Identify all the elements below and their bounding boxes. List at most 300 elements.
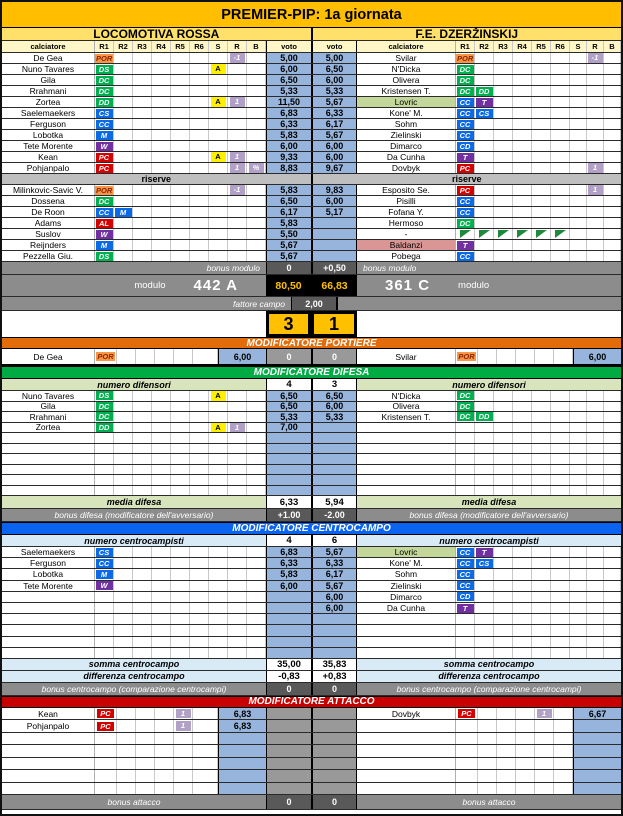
media-difesa-value[interactable]: 5,94 bbox=[311, 496, 357, 508]
bonus-modulo-row bbox=[2, 262, 621, 275]
vote-cell[interactable] bbox=[311, 475, 357, 485]
s-mark-cell bbox=[209, 196, 228, 206]
player-name-cell[interactable] bbox=[357, 569, 456, 579]
vote-cell[interactable] bbox=[311, 218, 357, 228]
s-mark-cell bbox=[570, 64, 587, 74]
role-cell bbox=[95, 141, 114, 151]
player-name-cell[interactable] bbox=[2, 251, 95, 261]
player-name-cell[interactable] bbox=[2, 163, 95, 173]
player-name-cell[interactable] bbox=[357, 465, 456, 475]
bonus-modulo-value[interactable]: +0,50 bbox=[311, 262, 357, 274]
player-name-cell[interactable] bbox=[2, 119, 95, 129]
numero-centrocampisti-value[interactable]: 4 bbox=[266, 535, 311, 546]
player-name-cell[interactable] bbox=[2, 196, 95, 206]
player-name: Da Cunha bbox=[386, 603, 426, 614]
role-cell bbox=[475, 625, 494, 635]
vote-cell[interactable]: 6,50 bbox=[266, 391, 311, 401]
player-name-cell[interactable] bbox=[2, 391, 95, 401]
vote-cell[interactable] bbox=[311, 637, 357, 647]
player-name-cell[interactable] bbox=[2, 603, 95, 613]
vote-cell[interactable] bbox=[311, 229, 357, 239]
vote-cell[interactable]: 6,83 bbox=[266, 108, 311, 118]
bonus-modulo-value[interactable]: 0 bbox=[266, 262, 311, 274]
vote-cell[interactable]: 6,00 bbox=[266, 64, 311, 74]
player-name-cell[interactable] bbox=[2, 349, 95, 364]
player-name-cell[interactable] bbox=[357, 486, 456, 496]
vote-cell[interactable]: 6,00 bbox=[311, 152, 357, 162]
vote-cell[interactable] bbox=[573, 745, 621, 757]
vote-cell[interactable] bbox=[311, 423, 357, 433]
player-name-cell[interactable] bbox=[357, 108, 456, 118]
player-name-cell[interactable] bbox=[357, 558, 456, 568]
player-name-cell[interactable] bbox=[2, 218, 95, 228]
vote-cell[interactable]: 6,00 bbox=[311, 592, 357, 602]
grid-cell bbox=[513, 391, 532, 401]
vote-cell[interactable] bbox=[311, 444, 357, 454]
grid-cell bbox=[171, 547, 190, 557]
bonus-difesa-value[interactable]: -2.00 bbox=[311, 509, 357, 521]
vote-cell[interactable]: 6,17 bbox=[311, 569, 357, 579]
player-name-cell[interactable] bbox=[357, 708, 456, 720]
b-mark-cell bbox=[604, 581, 621, 591]
role-badge: T bbox=[476, 548, 493, 557]
grid-cell bbox=[152, 637, 171, 647]
grid-cell bbox=[532, 547, 551, 557]
somma-centrocampo-label: somma centrocampo bbox=[443, 659, 535, 670]
player-name-cell[interactable] bbox=[357, 733, 456, 745]
player-name-cell[interactable] bbox=[2, 423, 95, 433]
vote-cell[interactable]: 5,83 bbox=[266, 569, 311, 579]
player-name-cell[interactable] bbox=[2, 185, 95, 195]
vote-cell[interactable] bbox=[218, 783, 266, 795]
grid-cell bbox=[190, 108, 209, 118]
s-mark-cell bbox=[570, 240, 587, 250]
vote-cell[interactable]: 6,33 bbox=[266, 119, 311, 129]
player-name-cell[interactable] bbox=[357, 412, 456, 422]
vote-cell[interactable]: 5,33 bbox=[266, 86, 311, 96]
vote-cell[interactable] bbox=[311, 486, 357, 496]
col-header-b: B bbox=[604, 41, 621, 52]
vote-cell[interactable]: 5,67 bbox=[266, 240, 311, 250]
player-name-cell[interactable] bbox=[357, 614, 456, 624]
role-cell bbox=[456, 423, 475, 433]
player-name-cell[interactable] bbox=[2, 412, 95, 422]
vote-cell[interactable]: 6,00 bbox=[311, 402, 357, 412]
grid-cell bbox=[532, 558, 551, 568]
vote-cell[interactable]: 7,00 bbox=[266, 423, 311, 433]
vote-cell[interactable] bbox=[266, 444, 311, 454]
player-name-cell[interactable] bbox=[357, 130, 456, 140]
fattore-campo-value[interactable]: 2,00 bbox=[291, 297, 336, 310]
vote-cell[interactable]: 6,00 bbox=[573, 349, 621, 364]
player-name-cell[interactable] bbox=[2, 733, 95, 745]
vote-cell[interactable]: 5,83 bbox=[266, 185, 311, 195]
role-cell bbox=[114, 97, 133, 107]
player-name-cell[interactable] bbox=[357, 349, 456, 364]
vote-cell[interactable] bbox=[218, 745, 266, 757]
player-name-cell[interactable] bbox=[357, 53, 456, 63]
player-name-cell[interactable] bbox=[2, 592, 95, 602]
vote-cell[interactable] bbox=[266, 603, 311, 613]
vote-cell[interactable]: 9,67 bbox=[311, 163, 357, 173]
player-name: Zielinski bbox=[390, 580, 422, 591]
player-name-cell[interactable] bbox=[2, 569, 95, 579]
grid-cell bbox=[152, 614, 171, 624]
vote-cell[interactable]: 6,00 bbox=[266, 141, 311, 151]
bonus-attacco-value[interactable]: 0 bbox=[266, 795, 311, 809]
bonus-centrocampo-value[interactable]: 0 bbox=[266, 683, 311, 695]
vote-cell[interactable]: 5,00 bbox=[266, 53, 311, 63]
r-mark-cell bbox=[228, 185, 247, 195]
role-cell bbox=[456, 251, 475, 261]
r-mark-cell bbox=[587, 229, 604, 239]
vote-cell[interactable] bbox=[573, 783, 621, 795]
grid-cell bbox=[513, 196, 532, 206]
vote-cell[interactable]: 8,83 bbox=[266, 163, 311, 173]
player-name-cell[interactable] bbox=[2, 229, 95, 239]
r-mark-cell bbox=[228, 475, 247, 485]
vote-cell[interactable]: 6,50 bbox=[311, 64, 357, 74]
grid-cell bbox=[152, 423, 171, 433]
b-mark-cell bbox=[604, 163, 621, 173]
numero-centrocampisti-label: numero centrocampisti bbox=[84, 535, 184, 546]
grid-cell bbox=[497, 770, 516, 782]
vote-cell[interactable]: 9,83 bbox=[311, 185, 357, 195]
player-name-cell[interactable] bbox=[357, 547, 456, 557]
somma-centrocampo-value[interactable]: 35,00 bbox=[266, 659, 311, 670]
centrocampo-row bbox=[2, 558, 621, 569]
player-name-cell[interactable] bbox=[357, 119, 456, 129]
player-name-cell[interactable] bbox=[2, 783, 95, 795]
vote-cell[interactable]: 6,17 bbox=[311, 119, 357, 129]
vote-cell[interactable]: 5,67 bbox=[311, 581, 357, 591]
role-cell bbox=[95, 475, 114, 485]
vote-cell[interactable]: 6,50 bbox=[266, 75, 311, 85]
vote-cell[interactable] bbox=[266, 454, 311, 464]
player-name-cell[interactable] bbox=[357, 770, 456, 782]
b-mark-cell bbox=[247, 423, 266, 433]
player-name-cell[interactable] bbox=[2, 240, 95, 250]
vote-cell[interactable] bbox=[266, 433, 311, 443]
player-name-cell[interactable] bbox=[2, 53, 95, 63]
role-cell bbox=[475, 185, 494, 195]
player-name-cell[interactable] bbox=[2, 64, 95, 74]
differenza-centrocampo-value[interactable]: -0,83 bbox=[266, 671, 311, 682]
vote-cell[interactable] bbox=[218, 758, 266, 770]
vote-cell[interactable]: 5,83 bbox=[266, 130, 311, 140]
vote-cell[interactable]: 5,17 bbox=[311, 207, 357, 217]
r-mark-cell bbox=[587, 130, 604, 140]
player-name-cell[interactable] bbox=[2, 614, 95, 624]
s-mark-cell bbox=[209, 119, 228, 129]
grid-cell bbox=[494, 547, 513, 557]
player-name-cell[interactable] bbox=[2, 475, 95, 485]
vote-cell[interactable] bbox=[311, 625, 357, 635]
player-name: Fofana Y. bbox=[388, 207, 424, 217]
player-name-cell[interactable] bbox=[2, 444, 95, 454]
vote-cell[interactable] bbox=[573, 720, 621, 732]
player-name-cell[interactable] bbox=[2, 758, 95, 770]
player-name-cell[interactable] bbox=[357, 433, 456, 443]
player-name-cell[interactable] bbox=[2, 433, 95, 443]
player-name: Pezzella Giu. bbox=[22, 251, 74, 261]
vote-cell[interactable]: 6,33 bbox=[266, 558, 311, 568]
player-name-cell[interactable] bbox=[2, 547, 95, 557]
player-name-cell[interactable] bbox=[357, 402, 456, 412]
s-mark-cell bbox=[570, 53, 587, 63]
player-name-cell[interactable] bbox=[2, 108, 95, 118]
player-name-cell[interactable] bbox=[357, 592, 456, 602]
vote-cell[interactable]: 5,00 bbox=[311, 53, 357, 63]
grid-cell bbox=[190, 97, 209, 107]
player-name-cell[interactable] bbox=[357, 637, 456, 647]
vote-cell[interactable] bbox=[573, 733, 621, 745]
player-name-cell[interactable] bbox=[2, 207, 95, 217]
player-name-cell[interactable] bbox=[357, 745, 456, 757]
r-mark: 1 bbox=[230, 163, 245, 173]
player-name-cell[interactable] bbox=[2, 581, 95, 591]
r-mark: 1 bbox=[588, 185, 603, 195]
vote-cell[interactable] bbox=[266, 614, 311, 624]
role-cell bbox=[114, 130, 133, 140]
portiere-bonus[interactable]: 0 bbox=[311, 349, 357, 364]
player-name-cell[interactable] bbox=[357, 444, 456, 454]
somma-centrocampo-value[interactable]: 35,83 bbox=[311, 659, 357, 670]
vote-cell[interactable] bbox=[218, 770, 266, 782]
player-name-cell[interactable] bbox=[2, 152, 95, 162]
vote-cell[interactable] bbox=[311, 433, 357, 443]
role-cell bbox=[456, 349, 478, 364]
numero-difensori-value[interactable]: 3 bbox=[311, 379, 357, 390]
difesa-row bbox=[2, 402, 621, 413]
grid-cell bbox=[494, 625, 513, 635]
player-name-cell[interactable] bbox=[2, 402, 95, 412]
vote-cell[interactable]: 6,50 bbox=[311, 391, 357, 401]
player-name-cell[interactable] bbox=[2, 486, 95, 496]
player-name-cell[interactable] bbox=[357, 64, 456, 74]
vote-cell[interactable]: 5,50 bbox=[266, 229, 311, 239]
media-difesa-value[interactable]: 6,33 bbox=[266, 496, 311, 508]
vote-cell[interactable] bbox=[573, 758, 621, 770]
vote-cell[interactable]: 6,00 bbox=[266, 581, 311, 591]
player-name-cell[interactable] bbox=[2, 558, 95, 568]
vote-cell[interactable]: 6,83 bbox=[218, 720, 266, 732]
vote-cell[interactable]: 6,67 bbox=[573, 708, 621, 720]
b-mark-cell bbox=[604, 569, 621, 579]
role-badge: DC bbox=[96, 87, 113, 96]
player-name-cell[interactable] bbox=[2, 708, 95, 720]
vote-cell[interactable] bbox=[218, 733, 266, 745]
grid-cell bbox=[155, 745, 174, 757]
grid-cell bbox=[190, 558, 209, 568]
role-cell bbox=[114, 108, 133, 118]
player-name-cell[interactable] bbox=[2, 141, 95, 151]
s-mark-cell bbox=[209, 97, 228, 107]
grid-cell bbox=[513, 465, 532, 475]
grid-cell bbox=[190, 218, 209, 228]
role-cell bbox=[475, 86, 494, 96]
player-name-cell[interactable] bbox=[2, 454, 95, 464]
player-name-cell[interactable] bbox=[357, 603, 456, 613]
vote-cell[interactable]: 6,83 bbox=[218, 708, 266, 720]
s-mark-cell bbox=[209, 251, 228, 261]
vote-cell[interactable]: 6,83 bbox=[266, 547, 311, 557]
grid-cell bbox=[117, 745, 136, 757]
player-name-cell[interactable] bbox=[357, 391, 456, 401]
player-name-cell[interactable] bbox=[357, 251, 456, 261]
player-name-cell[interactable] bbox=[357, 185, 456, 195]
vote-cell[interactable]: 5,33 bbox=[311, 412, 357, 422]
player-name-cell[interactable] bbox=[357, 97, 456, 107]
vote-cell[interactable] bbox=[311, 240, 357, 250]
vote-cell[interactable]: 6,50 bbox=[266, 196, 311, 206]
role-badge: POR bbox=[96, 53, 113, 63]
role-cell bbox=[456, 625, 475, 635]
player-name-cell[interactable] bbox=[2, 625, 95, 635]
vote-cell[interactable]: 5,83 bbox=[266, 218, 311, 228]
player-name-cell[interactable] bbox=[357, 141, 456, 151]
player-name-cell[interactable] bbox=[357, 163, 456, 173]
role-badge: CC bbox=[457, 131, 474, 140]
vote-cell[interactable]: 6,00 bbox=[311, 75, 357, 85]
player-name-cell[interactable] bbox=[357, 720, 456, 732]
vote-cell[interactable] bbox=[266, 486, 311, 496]
player-name-cell[interactable] bbox=[2, 637, 95, 647]
player-name-cell[interactable] bbox=[2, 770, 95, 782]
grid-cell bbox=[190, 196, 209, 206]
grid-cell bbox=[532, 581, 551, 591]
grid-cell bbox=[535, 349, 554, 364]
player-name-cell[interactable] bbox=[357, 152, 456, 162]
player-name-cell[interactable] bbox=[357, 758, 456, 770]
vote-cell[interactable] bbox=[266, 625, 311, 635]
s-mark-cell bbox=[209, 185, 228, 195]
grid-cell bbox=[532, 108, 551, 118]
role-cell bbox=[456, 720, 478, 732]
player-name-cell[interactable] bbox=[357, 86, 456, 96]
s-mark: A bbox=[211, 64, 226, 74]
vote-cell[interactable] bbox=[266, 592, 311, 602]
role-cell bbox=[95, 592, 114, 602]
bonus-attacco-label: bonus attacco bbox=[107, 797, 161, 808]
differenza-centrocampo-value[interactable]: +0,83 bbox=[311, 671, 357, 682]
player-name-cell[interactable] bbox=[2, 97, 95, 107]
vote-cell[interactable] bbox=[311, 648, 357, 658]
player-name-cell[interactable] bbox=[357, 240, 456, 250]
attacco-row bbox=[2, 783, 621, 796]
player-name-cell[interactable] bbox=[2, 130, 95, 140]
player-name-cell[interactable] bbox=[357, 625, 456, 635]
role-cell bbox=[114, 240, 133, 250]
grid-cell bbox=[532, 207, 551, 217]
r-mark-cell bbox=[587, 119, 604, 129]
player-name-cell[interactable] bbox=[2, 720, 95, 732]
grid-cell bbox=[551, 75, 570, 85]
player-name-cell[interactable] bbox=[357, 218, 456, 228]
vote-cell[interactable]: 6,17 bbox=[266, 207, 311, 217]
r-mark-cell bbox=[587, 444, 604, 454]
player-name-cell[interactable] bbox=[357, 196, 456, 206]
player-name-cell[interactable] bbox=[2, 745, 95, 757]
vote-cell[interactable]: 5,33 bbox=[266, 412, 311, 422]
role-badge: CC bbox=[96, 559, 113, 568]
vote-cell[interactable] bbox=[311, 251, 357, 261]
role-cell bbox=[95, 185, 114, 195]
vote-cell[interactable] bbox=[311, 454, 357, 464]
vote-cell[interactable] bbox=[266, 637, 311, 647]
player-name-cell[interactable] bbox=[2, 648, 95, 658]
vote-cell[interactable] bbox=[573, 770, 621, 782]
vote-cell[interactable] bbox=[266, 648, 311, 658]
bonus-difesa-value[interactable]: +1.00 bbox=[266, 509, 311, 521]
role-cell bbox=[475, 444, 494, 454]
vote-cell[interactable]: 6,33 bbox=[311, 558, 357, 568]
vote-cell[interactable]: 6,00 bbox=[311, 141, 357, 151]
grid-cell bbox=[532, 486, 551, 496]
player-name-cell[interactable] bbox=[357, 783, 456, 795]
bonus-attacco-value[interactable]: 0 bbox=[311, 795, 357, 809]
role-cell bbox=[456, 185, 475, 195]
vote-cell[interactable] bbox=[266, 465, 311, 475]
vote-cell[interactable]: 6,33 bbox=[311, 108, 357, 118]
vote-cell[interactable] bbox=[311, 614, 357, 624]
grid-cell bbox=[532, 625, 551, 635]
player-name-cell[interactable] bbox=[357, 648, 456, 658]
player-name-cell[interactable] bbox=[2, 86, 95, 96]
col-header-s: S bbox=[209, 41, 228, 52]
attacco-row bbox=[2, 758, 621, 771]
player-name-cell[interactable] bbox=[357, 75, 456, 85]
player-name-cell[interactable] bbox=[357, 423, 456, 433]
player-name: Lovric bbox=[394, 97, 418, 107]
vote-cell[interactable]: 5,67 bbox=[311, 130, 357, 140]
player-name-cell[interactable] bbox=[357, 229, 456, 239]
vote-cell[interactable]: 5,67 bbox=[311, 547, 357, 557]
vote-cell[interactable]: 5,33 bbox=[311, 86, 357, 96]
numero-difensori-value[interactable]: 4 bbox=[266, 379, 311, 390]
role-cell bbox=[456, 758, 478, 770]
vote-cell[interactable]: 5,67 bbox=[311, 97, 357, 107]
vote-cell[interactable]: 5,67 bbox=[266, 251, 311, 261]
player-name-cell[interactable] bbox=[357, 454, 456, 464]
grid-cell bbox=[513, 130, 532, 140]
s-mark-cell bbox=[570, 97, 587, 107]
player-name-cell[interactable] bbox=[357, 581, 456, 591]
vote-cell[interactable]: 9,33 bbox=[266, 152, 311, 162]
grid-cell bbox=[171, 119, 190, 129]
vote-cell[interactable]: 11,50 bbox=[266, 97, 311, 107]
vote-cell[interactable] bbox=[266, 475, 311, 485]
player-name-cell[interactable] bbox=[357, 207, 456, 217]
numero-centrocampisti-value[interactable]: 6 bbox=[311, 535, 357, 546]
grid-cell bbox=[190, 475, 209, 485]
role-badge: DS bbox=[96, 391, 113, 400]
r-mark-cell bbox=[587, 207, 604, 217]
player-name-cell[interactable] bbox=[357, 475, 456, 485]
vote-cell[interactable]: 6,00 bbox=[311, 603, 357, 613]
vote-cell[interactable]: 6,00 bbox=[218, 349, 266, 364]
vote-cell[interactable]: 6,50 bbox=[266, 402, 311, 412]
player-name-cell[interactable] bbox=[2, 465, 95, 475]
vote-cell[interactable] bbox=[311, 465, 357, 475]
vote-cell[interactable]: 6,00 bbox=[311, 196, 357, 206]
player-name-cell[interactable] bbox=[2, 75, 95, 85]
grid-cell bbox=[311, 758, 357, 770]
player-name: Saelemaekers bbox=[20, 547, 76, 558]
bonus-centrocampo-value[interactable]: 0 bbox=[311, 683, 357, 695]
portiere-bonus[interactable]: 0 bbox=[266, 349, 311, 364]
grid-cell bbox=[494, 163, 513, 173]
